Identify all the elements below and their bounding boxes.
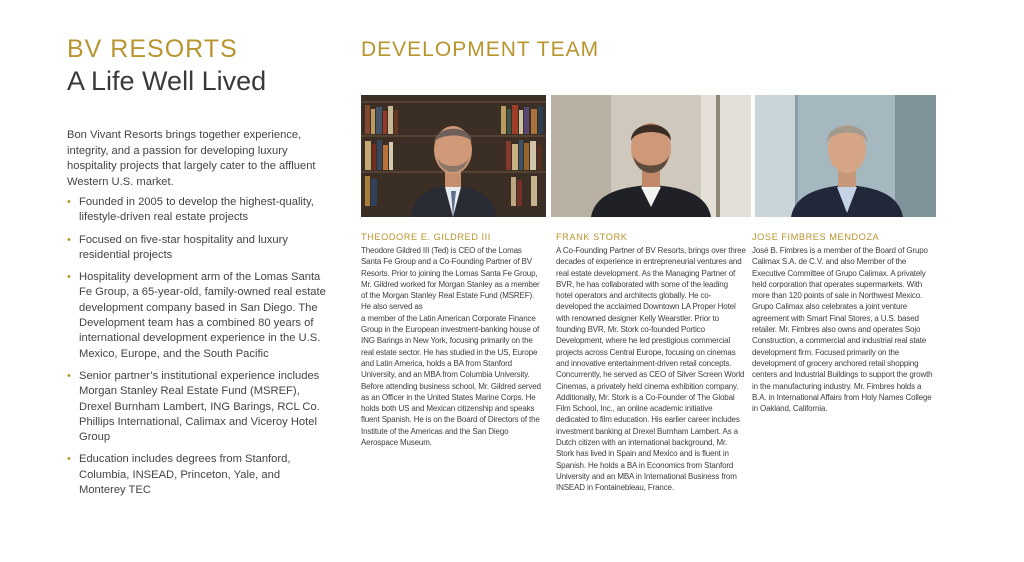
list-item-text: Hospitality development arm of the Lomas Santa Fe Group, a 65-year-old, family-owned real estate development company based in San Diego. The Development team has a combined 80 years of international development experience in the U.S. Mexico, Europe, and the South Pacific: [79, 271, 326, 360]
bullet-marker: •: [67, 233, 71, 246]
team-member-card: [752, 232, 937, 414]
list-item-text: Education includes degrees from Stanford, Columbia, INSEAD, Princeton, Yale, and Monterey TEC: [79, 453, 291, 497]
team-member-name: FRANK STORK: [556, 232, 628, 242]
portrait-photo: [551, 95, 751, 217]
list-item: [67, 195, 327, 226]
team-member-bio: Theodore Gildred III (Ted) is CEO of the Lomas Santa Fe Group and a Co-Founding Partner of BV Resorts. Prior to joining the Lomas Santa Fe Group, Mr. Gildred worked for Morgan Stanley as a member of the Morgan Stanley Real Estate Fund (MSREF). He also served as a member of the Latin American Corporate Finance Group in the European investment-banking house of ING Barings in New York, focusing primarily on the real estate sector. He has studied in the US, Europe and Latin America, holds a BA from Stanford University, and an MBA from Columbia University. Before attending business school, Mr. Gildred served as an Officer in the United States Marine Corps. He holds both US and Mexican citizenship and speaks fluent Spanish. He is on the Board of Directors of the Institute of the Americas and the San Diego Aerospace Museum.: [361, 246, 541, 448]
team-member-bio: A Co-Founding Partner of BV Resorts, brings over three decades of experience in entrepreneurial ventures and real estate development. As the Managing Partner of BVR, he has collaborated with some of the leading hotel operators and architects globally. He co-developed the acclaimed Downtown LA Proper Hotel with renowned designer Kelly Wearstler. Prior to founding BVR, Mr. Stork co-founded Portico Development, where he led prestigious commercial projects across Central Europe, focusing on cinemas and innovative entertainment-driven retail concepts. Concurrently, he served as CEO of Silver Screen World Cinemas, a privately held cinema exhibition company. Additionally, Mr. Stork is a Co-Founder of The Global Film School, Inc., an online academic initiative dedicated to film education. His earlier career includes investment banking at Drexel Burnham Lambert. As a Dutch citizen with an international background, Mr. Stork has lived in Spain and Mexico and is fluent in Spanish. He holds a BA in Economics from Stanford University and an MBA in International Business from INSEAD in Fontainebleau, France.: [556, 246, 746, 493]
list-item: [67, 452, 327, 498]
team-member-name: JOSE FIMBRES MENDOZA: [752, 232, 880, 242]
list-item: [67, 369, 327, 445]
bullet-marker: •: [67, 369, 71, 382]
bullet-marker: •: [67, 453, 71, 466]
brand-header: [67, 34, 266, 97]
team-member-card: [361, 232, 543, 448]
brand-tagline: A Life Well Lived: [67, 66, 267, 96]
section-title: DEVELOPMENT TEAM: [361, 38, 600, 61]
bullet-marker: •: [67, 196, 71, 208]
list-item-text: Founded in 2005 to develop the highest-quality, lifestyle-driven real estate projects: [79, 196, 314, 224]
list-item-text: Focused on five-star hospitality and luxury residential projects: [79, 233, 288, 261]
team-member-card: [556, 232, 746, 494]
list-item-text: Senior partner’s institutional experience includes Morgan Stanley Real Estate Fund (MSREF), Drexel Burnham Lambert, ING Barings, RCL Co. Phillips International, Calimax and Viceroy Hotel Group: [79, 369, 320, 444]
portrait-photo: [755, 95, 936, 217]
team-member-bio: José B. Fimbres is a member of the Board of Grupo Calimax S.A. de C.V. and also Member of the Executive Committee of Grupo Calimax. A privately held corporation that operates supermarkets. With more than 120 points of sale in Northwest Mexico. Grupo Calimax also celebrates a joint venture agreement with Smart Final Stores, a U.S. based retailer. Mr. Fimbres also owns and operates Sojo Construction, a commercial and industrial real state development firm. Focused primarily on the development of grocery anchored retail shopping centers and Industrial Buildings to support the growth in the manufacturing industry. Mr. Fimbres holds a B.A. in International Affairs from Holy Names College in Oakland, California.: [752, 246, 933, 414]
list-item: [67, 233, 327, 264]
portrait-photo: [361, 95, 546, 217]
intro-paragraph: Bon Vivant Resorts brings together experience, integrity, and a passion for developing luxury hospitality projects that largely cater to the affluent Western U.S. market.: [67, 129, 316, 188]
team-member-name: THEODORE E. GILDRED III: [361, 232, 491, 242]
list-item: [67, 270, 327, 362]
highlights-list: [67, 195, 327, 505]
bullet-marker: •: [67, 271, 71, 284]
brand-name: BV RESORTS: [67, 35, 238, 63]
